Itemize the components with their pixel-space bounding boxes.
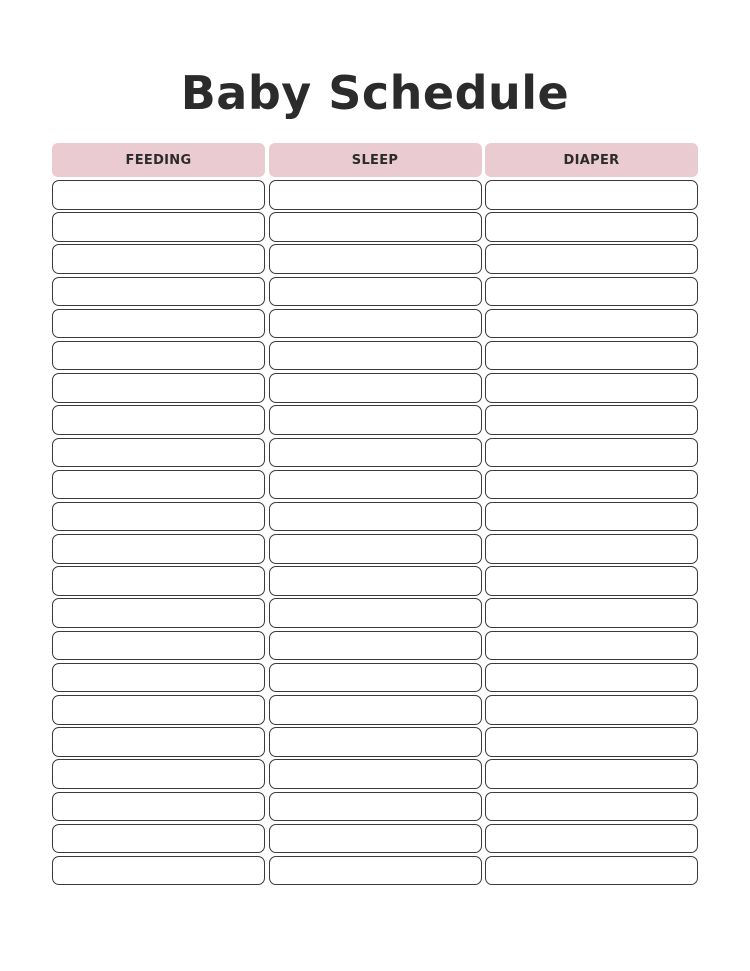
entry-cell-sleep[interactable] xyxy=(269,341,482,371)
entry-cell-sleep[interactable] xyxy=(269,502,482,532)
entry-cell-feeding[interactable] xyxy=(52,824,265,854)
entry-cell-diaper[interactable] xyxy=(485,341,698,371)
entry-cell-feeding[interactable] xyxy=(52,631,265,661)
entry-cell-feeding[interactable] xyxy=(52,212,265,242)
entry-cell-sleep[interactable] xyxy=(269,631,482,661)
entry-cell-feeding[interactable] xyxy=(52,373,265,403)
entry-cell-diaper[interactable] xyxy=(485,792,698,822)
entry-cell-diaper[interactable] xyxy=(485,759,698,789)
entry-cell-sleep[interactable] xyxy=(269,598,482,628)
column-header-feeding: FEEDING xyxy=(52,143,265,177)
entry-cell-diaper[interactable] xyxy=(485,309,698,339)
entry-cell-feeding[interactable] xyxy=(52,341,265,371)
entry-cell-sleep[interactable] xyxy=(269,534,482,564)
entry-cell-feeding[interactable] xyxy=(52,598,265,628)
entry-cell-diaper[interactable] xyxy=(485,534,698,564)
entry-cell-feeding[interactable] xyxy=(52,277,265,307)
entry-cell-feeding[interactable] xyxy=(52,470,265,500)
entry-cell-sleep[interactable] xyxy=(269,695,482,725)
entry-cell-sleep[interactable] xyxy=(269,212,482,242)
entry-cell-sleep[interactable] xyxy=(269,277,482,307)
entry-cell-diaper[interactable] xyxy=(485,212,698,242)
schedule-rows xyxy=(52,180,698,885)
entry-cell-diaper[interactable] xyxy=(485,470,698,500)
entry-cell-feeding[interactable] xyxy=(52,792,265,822)
entry-cell-sleep[interactable] xyxy=(269,856,482,886)
entry-cell-diaper[interactable] xyxy=(485,727,698,757)
entry-cell-feeding[interactable] xyxy=(52,566,265,596)
entry-cell-sleep[interactable] xyxy=(269,373,482,403)
entry-cell-diaper[interactable] xyxy=(485,856,698,886)
entry-cell-diaper[interactable] xyxy=(485,277,698,307)
entry-cell-sleep[interactable] xyxy=(269,405,482,435)
entry-cell-feeding[interactable] xyxy=(52,438,265,468)
entry-cell-diaper[interactable] xyxy=(485,663,698,693)
entry-cell-diaper[interactable] xyxy=(485,244,698,274)
entry-cell-sleep[interactable] xyxy=(269,727,482,757)
entry-cell-feeding[interactable] xyxy=(52,244,265,274)
entry-cell-feeding[interactable] xyxy=(52,534,265,564)
entry-cell-feeding[interactable] xyxy=(52,663,265,693)
entry-cell-diaper[interactable] xyxy=(485,566,698,596)
entry-cell-feeding[interactable] xyxy=(52,727,265,757)
entry-cell-diaper[interactable] xyxy=(485,405,698,435)
entry-cell-diaper[interactable] xyxy=(485,695,698,725)
entry-cell-sleep[interactable] xyxy=(269,792,482,822)
entry-cell-sleep[interactable] xyxy=(269,566,482,596)
entry-cell-feeding[interactable] xyxy=(52,695,265,725)
entry-cell-feeding[interactable] xyxy=(52,502,265,532)
entry-cell-feeding[interactable] xyxy=(52,759,265,789)
entry-cell-sleep[interactable] xyxy=(269,244,482,274)
entry-cell-feeding[interactable] xyxy=(52,180,265,210)
entry-cell-sleep[interactable] xyxy=(269,309,482,339)
column-header-sleep: SLEEP xyxy=(269,143,482,177)
column-header-diaper: DIAPER xyxy=(485,143,698,177)
entry-cell-feeding[interactable] xyxy=(52,405,265,435)
entry-cell-diaper[interactable] xyxy=(485,180,698,210)
entry-cell-sleep[interactable] xyxy=(269,438,482,468)
entry-cell-diaper[interactable] xyxy=(485,598,698,628)
entry-cell-sleep[interactable] xyxy=(269,663,482,693)
entry-cell-diaper[interactable] xyxy=(485,438,698,468)
entry-cell-sleep[interactable] xyxy=(269,759,482,789)
entry-cell-diaper[interactable] xyxy=(485,631,698,661)
entry-cell-feeding[interactable] xyxy=(52,856,265,886)
page-title: Baby Schedule xyxy=(180,66,570,120)
entry-cell-diaper[interactable] xyxy=(485,502,698,532)
entry-cell-feeding[interactable] xyxy=(52,309,265,339)
entry-cell-sleep[interactable] xyxy=(269,824,482,854)
entry-cell-sleep[interactable] xyxy=(269,470,482,500)
entry-cell-diaper[interactable] xyxy=(485,373,698,403)
entry-cell-diaper[interactable] xyxy=(485,824,698,854)
entry-cell-sleep[interactable] xyxy=(269,180,482,210)
schedule-table xyxy=(52,143,698,885)
